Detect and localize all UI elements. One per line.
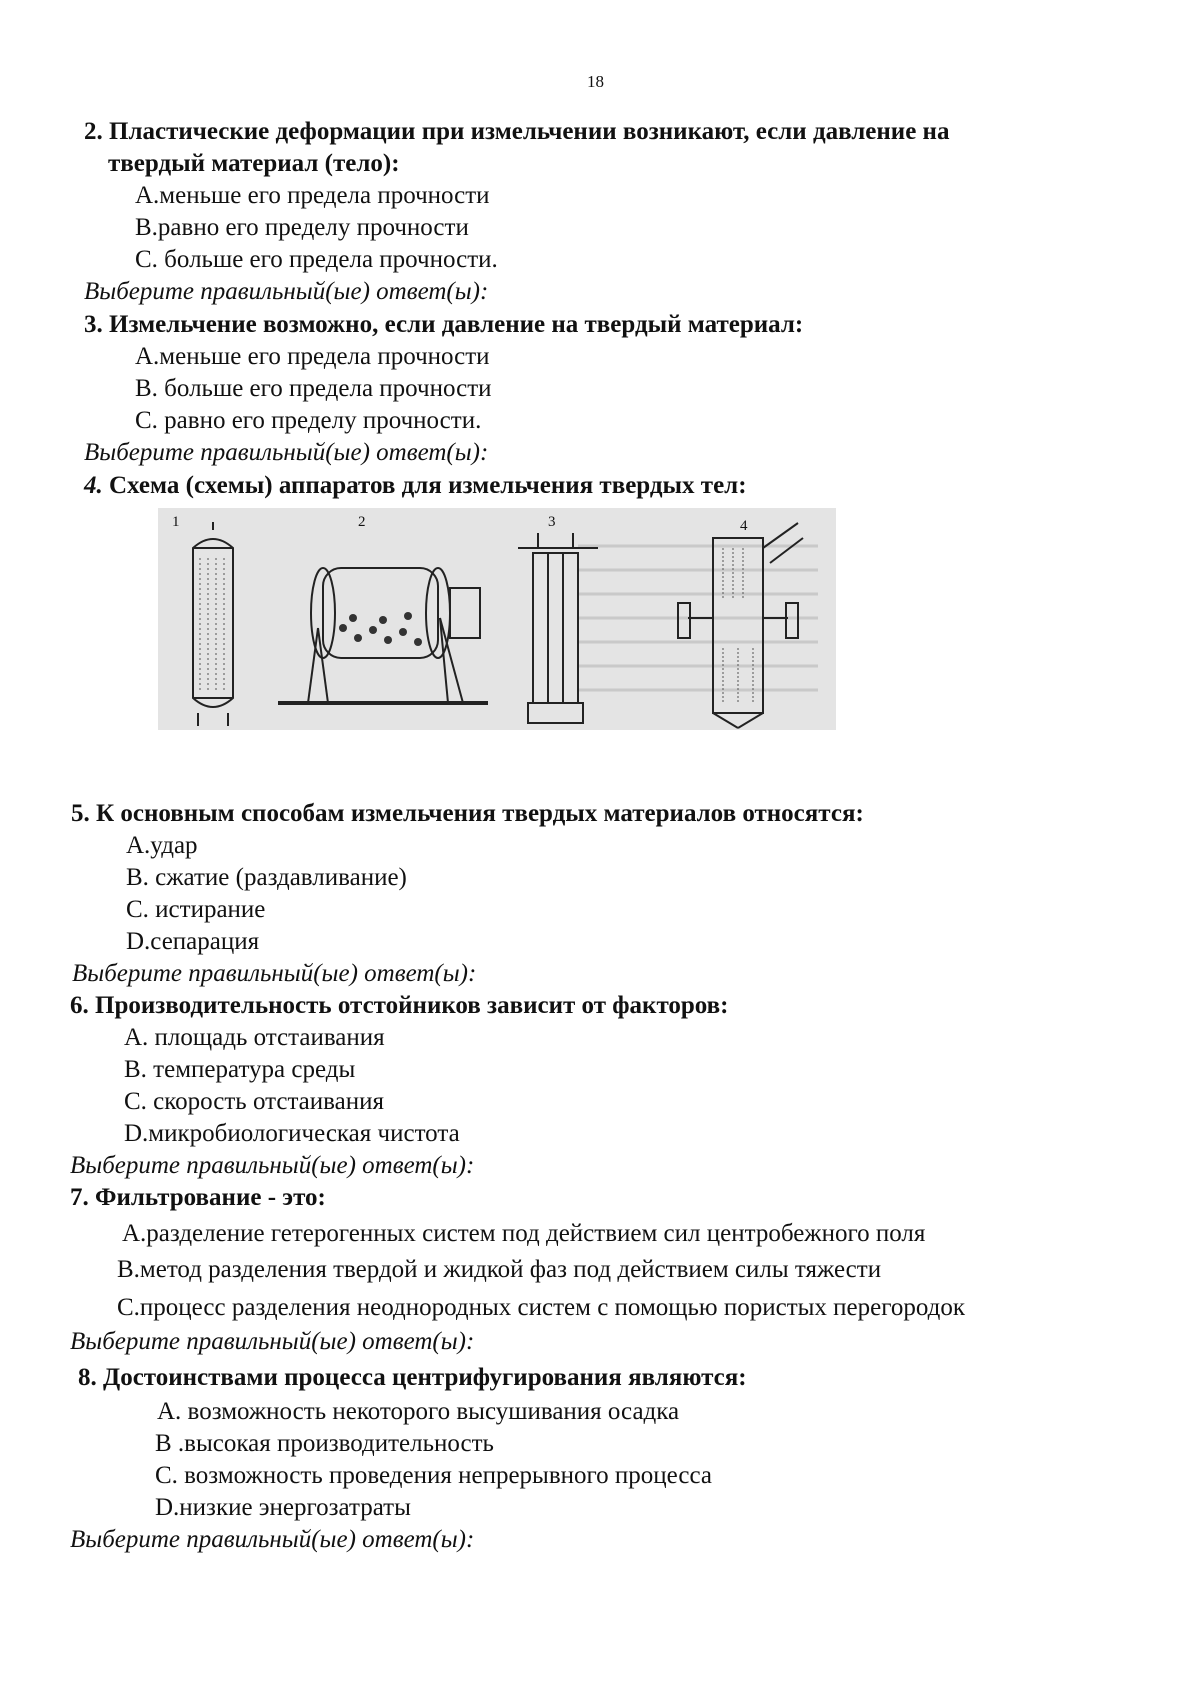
answer-option[interactable]: А.разделение гетерогенных систем под действием сил центробежного поля <box>122 1220 926 1247</box>
answer-prompt: Выберите правильный(ые) ответ(ы): <box>72 960 477 987</box>
question-text: Производительность отстойников зависит от факторов: <box>95 992 729 1019</box>
question-4-heading <box>84 470 747 502</box>
question-number: 5. <box>71 800 90 827</box>
answer-option[interactable]: А.меньше его предела прочности <box>135 182 490 209</box>
answer-option[interactable]: А.удар <box>126 832 198 859</box>
question-5-heading <box>71 798 864 830</box>
question-number: 3. <box>84 311 103 338</box>
answer-prompt: Выберите правильный(ые) ответ(ы): <box>70 1152 475 1179</box>
answer-option[interactable]: D.низкие энергозатраты <box>155 1494 411 1521</box>
question-number: 6. <box>70 992 89 1019</box>
question-6-heading <box>70 990 729 1022</box>
question-text: Схема (схемы) аппаратов для измельчения твердых тел: <box>109 472 747 499</box>
question-number: 7. <box>70 1184 89 1211</box>
question-number: 2. <box>84 118 103 145</box>
answer-option[interactable]: С. скорость отстаивания <box>124 1088 384 1115</box>
answer-option[interactable]: В.метод разделения твердой и жидкой фаз под действием силы тяжести <box>117 1256 882 1283</box>
question-text: Фильтрование - это: <box>95 1184 326 1211</box>
figure-label-3: 3 <box>548 514 556 530</box>
question-text: Измельчение возможно, если давление на твердый материал: <box>109 311 804 338</box>
question-text: Достоинствами процесса центрифугирования являются: <box>103 1364 747 1391</box>
question-number: 8. <box>78 1364 97 1391</box>
answer-option[interactable]: С. равно его пределу прочности. <box>135 407 482 434</box>
apparatus-diagram <box>158 508 836 730</box>
question-text: К основным способам измельчения твердых материалов относятся: <box>96 800 864 827</box>
answer-option[interactable]: С.процесс разделения неоднородных систем с помощью пористых перегородок <box>117 1294 966 1321</box>
answer-prompt: Выберите правильный(ые) ответ(ы): <box>84 439 489 466</box>
question-2-heading-line1 <box>84 116 949 148</box>
answer-prompt: Выберите правильный(ые) ответ(ы): <box>70 1328 475 1355</box>
figure-label-1: 1 <box>172 514 180 530</box>
figure-label-4: 4 <box>740 518 748 534</box>
answer-option[interactable]: D.микробиологическая чистота <box>124 1120 460 1147</box>
question-2-heading-line2: твердый материал (тело): <box>108 150 400 177</box>
question-number: 4. <box>84 472 103 499</box>
answer-option[interactable]: А.меньше его предела прочности <box>135 343 490 370</box>
answer-option[interactable]: В. сжатие (раздавливание) <box>126 864 407 891</box>
answer-option[interactable]: В .высокая производительность <box>155 1430 494 1457</box>
answer-prompt: Выберите правильный(ые) ответ(ы): <box>84 278 489 305</box>
question-8-heading <box>78 1362 747 1394</box>
answer-option[interactable]: А. площадь отстаивания <box>124 1024 385 1051</box>
answer-option[interactable]: В. больше его предела прочности <box>135 375 492 402</box>
answer-option[interactable]: С. больше его предела прочности. <box>135 246 498 273</box>
question-text: Пластические деформации при измельчении возникают, если давление на <box>109 118 950 145</box>
answer-prompt: Выберите правильный(ые) ответ(ы): <box>70 1526 475 1553</box>
question-7-heading <box>70 1182 326 1214</box>
answer-option[interactable]: С. возможность проведения непрерывного процесса <box>155 1462 712 1489</box>
answer-option[interactable]: А. возможность некоторого высушивания осадка <box>157 1398 680 1425</box>
answer-option[interactable]: В.равно его пределу прочности <box>135 214 469 241</box>
page-number: 18 <box>587 72 604 91</box>
question-3-heading <box>84 309 803 341</box>
figure-label-2: 2 <box>358 514 366 530</box>
answer-option[interactable]: В. температура среды <box>124 1056 356 1083</box>
answer-option[interactable]: С. истирание <box>126 896 266 923</box>
answer-option[interactable]: D.сепарация <box>126 928 260 955</box>
